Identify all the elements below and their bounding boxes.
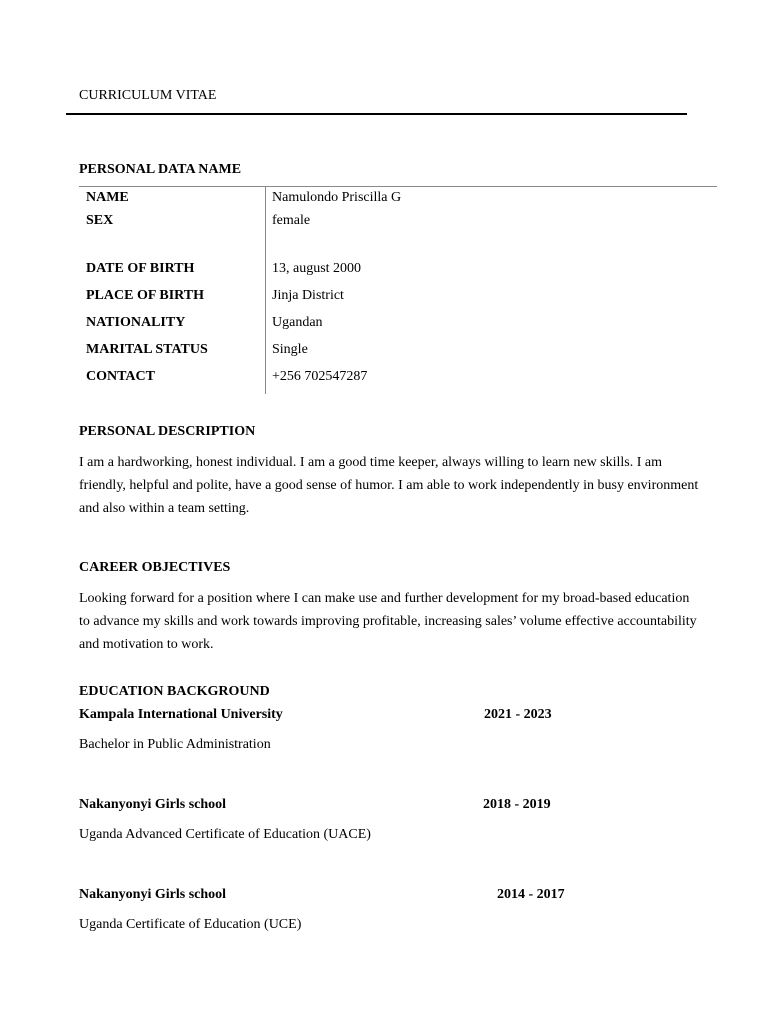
paragraph-line: to advance my skills and work towards improving profitable, increasing sales’ volume effective accountability bbox=[79, 614, 697, 629]
contact-value: +256 702547287 bbox=[272, 369, 368, 384]
name-label: NAME bbox=[86, 190, 129, 205]
career-objectives-text bbox=[79, 587, 719, 656]
name-value: Namulondo Priscilla G bbox=[272, 190, 402, 205]
paragraph-line: and motivation to work. bbox=[79, 637, 214, 652]
dob-label: DATE OF BIRTH bbox=[86, 261, 195, 276]
paragraph-line: I am a hardworking, honest individual. I am a good time keeper, always willing to learn new skills. I am bbox=[79, 455, 663, 470]
education-qualification: Bachelor in Public Administration bbox=[79, 737, 271, 752]
nationality-label: NATIONALITY bbox=[86, 315, 186, 330]
marital-status-value: Single bbox=[272, 342, 308, 357]
personal-description-text bbox=[79, 451, 719, 520]
paragraph-line: friendly, helpful and polite, have a good sense of humor. I am able to work independently in busy environment bbox=[79, 478, 699, 493]
personal-data-heading: PERSONAL DATA NAME bbox=[79, 162, 242, 177]
personal-table-top-border bbox=[79, 186, 717, 187]
document-title: CURRICULUM VITAE bbox=[79, 88, 217, 103]
education-years: 2018 - 2019 bbox=[483, 797, 551, 812]
education-years: 2014 - 2017 bbox=[497, 887, 565, 902]
marital-status-label: MARITAL STATUS bbox=[86, 342, 208, 357]
place-of-birth-value: Jinja District bbox=[272, 288, 344, 303]
sex-label: SEX bbox=[86, 213, 114, 228]
personal-description-heading: PERSONAL DESCRIPTION bbox=[79, 424, 256, 439]
nationality-value: Ugandan bbox=[272, 315, 323, 330]
personal-table-column-divider bbox=[265, 187, 266, 394]
education-qualification: Uganda Certificate of Education (UCE) bbox=[79, 917, 302, 932]
paragraph-line: Looking forward for a position where I can make use and further development for my broad-based education bbox=[79, 591, 690, 606]
education-school: Nakanyonyi Girls school bbox=[79, 797, 227, 812]
sex-value: female bbox=[272, 213, 311, 228]
contact-label: CONTACT bbox=[86, 369, 155, 384]
education-school: Kampala International University bbox=[79, 707, 283, 722]
title-underline bbox=[66, 113, 687, 115]
education-qualification: Uganda Advanced Certificate of Education (UACE) bbox=[79, 827, 371, 842]
education-years: 2021 - 2023 bbox=[484, 707, 552, 722]
education-school: Nakanyonyi Girls school bbox=[79, 887, 227, 902]
paragraph-line: and also within a team setting. bbox=[79, 501, 250, 516]
place-of-birth-label: PLACE OF BIRTH bbox=[86, 288, 205, 303]
education-heading: EDUCATION BACKGROUND bbox=[79, 684, 270, 699]
dob-value: 13, august 2000 bbox=[272, 261, 362, 276]
career-objectives-heading: CAREER OBJECTIVES bbox=[79, 560, 231, 575]
